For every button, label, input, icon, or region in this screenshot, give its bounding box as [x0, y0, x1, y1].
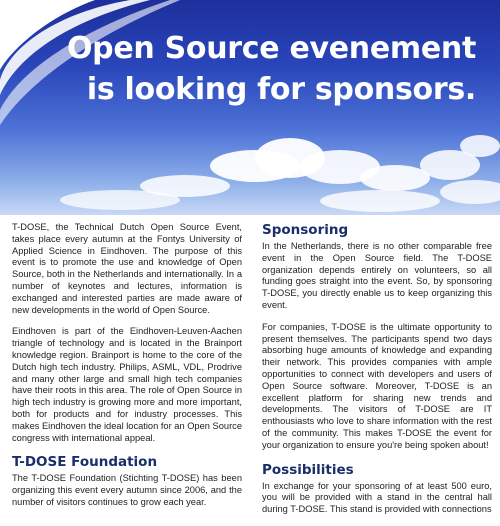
sponsoring-paragraph: In the Netherlands, there is no other comparable free event in the Open Source field. The T-DOSE organization depends entirely on volunteers, so all funding goes straight into the event. So, by sponsoring T-DOSE, you directly enable us to keep organizing this event.	[262, 241, 492, 310]
right-column	[262, 222, 492, 526]
sponsoring-heading: Sponsoring	[262, 222, 349, 238]
headline	[67, 28, 476, 110]
possibilities-paragraph: In exchange for your sponsoring of at least 500 euro, you will be provided with a stand in the central hall during T-DOSE. This stand is provided with connections	[262, 480, 492, 515]
left-column	[12, 222, 242, 519]
foundation-paragraph: The T-DOSE Foundation (Stichting T-DOSE) has been organizing this event every autumn since 2006, and the number of visitors continues to grow each year.	[12, 473, 242, 507]
intro-paragraph: T-DOSE, the Technical Dutch Open Source Event, takes place every autumn at the Fontys University of Applied Science in Eindhoven. The purpose of this event is to promote the use and knowledge of Open Source, both in the Netherlands and internationally. In a number of keynotes and lectures, information is exchanged and interested parties are made aware of new developments in the world of Open Source.	[12, 222, 242, 315]
companies-paragraph: For companies, T-DOSE is the ultimate opportunity to present themselves. The participants spend two days absorbing huge amounts of knowledge and expanding their network. This provides companies with ample opportunities to connect with developers and users of Open Source software. Moreover, T-DOSE is an excellent platform for sharing new trends and developments. The visitors of T-DOSE are IT enthousiasts who love to share information with the rest of the community. This makes T-DOSE the event for your organization to ensure you're being spoken about!	[262, 321, 492, 450]
possibilities-heading: Possibilities	[262, 461, 354, 478]
foundation-heading: T-DOSE Foundation	[12, 454, 158, 471]
headline-line-2: is looking for sponsors.	[86, 72, 476, 107]
sky-banner	[0, 0, 500, 215]
region-paragraph: Eindhoven is part of the Eindhoven-Leuven-Aachen triangle of technology and is located in the Brainport knowledge region. Brainport is home to the core of the Dutch high tech industry. Philips, ASML, VDL, Prodrive and many other large and small high tech companies have their roots in this area. The role of Open Source in high tech industry is growing more and more important, both for products and for industry processes. This makes Eindhoven the ideal location for an Open Source congress with international appeal.	[12, 326, 242, 443]
headline-line-1: Open Source evenement	[66, 31, 476, 66]
